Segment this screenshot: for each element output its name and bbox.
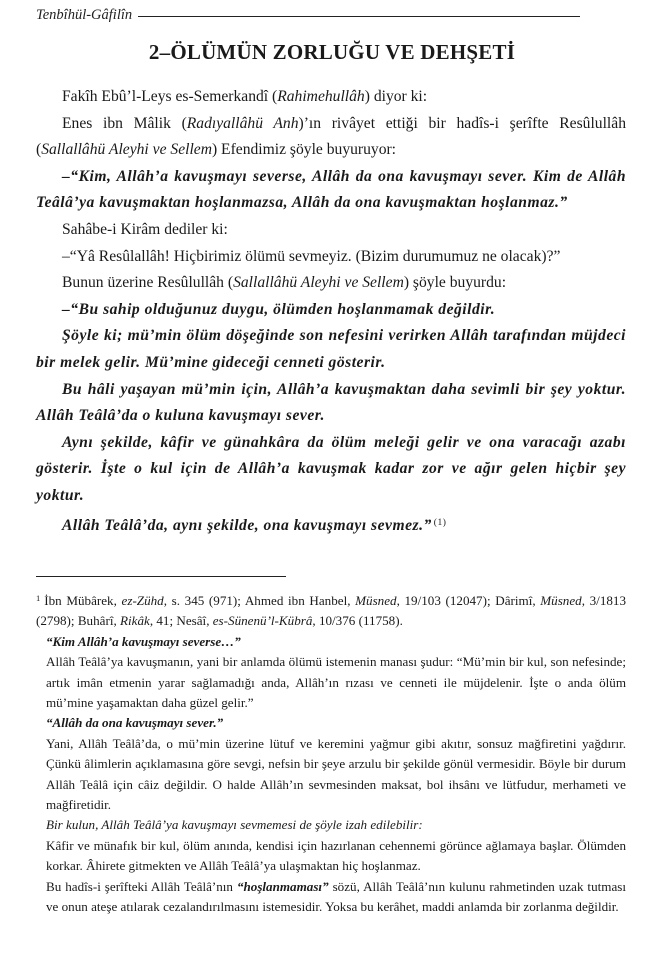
footnote-quote-1: “Kim Allâh’a kavuşmayı severse…” (46, 633, 241, 649)
footnote-sources: $^1$ İbn Mübârek, ez-Zühd, s. 345 (971); Ahmed ibn Hanbel, Müsned, 19/103 (12047); Dârimî, Müsned, 3/1813 (2798); Buhârî, Rikâk, 41; Nesâî, es-Sünenü’l-Kübrâ, 10/376 (11758). (36, 593, 627, 629)
hadith-text-1: –“Kim, Allâh’a kavuşmayı severse, Allâh da ona kavuşmayı sever. Kim de Allâh Teâlâ’ya kavuşmaktan hoşlanmazsa, Allâh da ona kavuşmaktan hoşlanmaz.” (36, 167, 626, 212)
footnote-quote-2: “Allâh da ona kavuşmayı sever.” (46, 715, 224, 731)
footnote-explanation-2: Yani, Allâh Teâlâ’da, o mü’min üzerine lütuf ve keremini yağmur gibi akıtır, sonsuz mağfiretini yağdırır. Çünkü âlimlerin açıklamasına göre sevgi, nefsin bir şeye arzulu bir şekilde gönül vermesidir. Böyle bir durum Allâh Teâlâ için câiz değildir. O halde Allâh’ın sevmesinden maksat, bol ihsânı ve lütfudur, merhameti ve mağfiretidir. (46, 735, 626, 813)
paragraph-reply-intro: Bunun üzerine Resûlullâh (Sallallâhü Aleyhi ve Sellem) şöyle buyurdu: (62, 274, 507, 292)
paragraph-question: –“Yâ Resûlallâh! Hiçbirimiz ölümü sevmeyiz. (Bizim durumumuz ne olacak)?” (62, 247, 561, 265)
hadith-text-4: Bu hâli yaşayan mü’min için, Allâh’a kavuşmaktan daha sevimli bir şey yoktur. Allâh Teâlâ’da o kuluna kavuşmayı sever. (36, 380, 626, 425)
footnote-reference[interactable]: (1) (433, 517, 447, 528)
footnote-number: 1 (36, 593, 41, 603)
footnote-explanation-1: Allâh Teâlâ’ya kavuşmanın, yani bir anlamda ölümü istemenin manası şudur: “Mü’min bir kul, son nefesinde; artık imân etmenin yarar sağlamadığı anda, Allâh’ın rızası ve cenneti ile müjdelenir. İşte o anda ölüm mü’mine yaşamaktan daha güzel gelir.” (46, 654, 626, 711)
running-header (36, 4, 580, 26)
hadith-text-6: Allâh Teâlâ’da, aynı şekilde, ona kavuşmayı sevmez.” $^{(1)}$ (62, 516, 447, 534)
footnotes (36, 588, 626, 918)
paragraph-companions: Sahâbe-i Kirâm dediler ki: (62, 220, 228, 238)
hadith-text-3: Şöyle ki; mü’min ölüm döşeğinde son nefesini verirken Allâh tarafından müjdeci bir melek gelir. Mü’mine gideceği cenneti gösterir. (36, 327, 626, 371)
footnote-separator (36, 576, 286, 577)
header-title: Tenbîhül-Gâfilîn (36, 6, 133, 23)
paragraph-narration: Enes ibn Mâlik (Radıyallâhü Anh)’ın rivâyet ettiği bir hadîs-i şerîfte Resûlullâh (Sallallâhü Aleyhi ve Sellem) Efendimiz şöyle buyuruyor: (36, 114, 626, 159)
footnote-explanation-3: Kâfir ve münafık bir kul, ölüm anında, kendisi için hazırlanan cehennemi görünce ağlamaya başlar. Ölümden korkar. Âhirete gitmekten ve Allâh Teâlâ’ya ulaşmaktan hiç hoşlanmaz. (46, 837, 626, 874)
section-title: 2–ÖLÜMÜN ZORLUĞU VE DEHŞETİ (148, 40, 516, 64)
main-text (36, 84, 626, 539)
paragraph-intro: Fakîh Ebû’l-Leys es-Semerkandî (Rahimehullâh) diyor ki: (62, 88, 428, 105)
footnote-quote-3: Bir kulun, Allâh Teâlâ’ya kavuşmayı sevmemesi de şöyle izah edilebilir: (46, 817, 423, 833)
footnote-explanation-4: Bu hadîs-i şerîfteki Allâh Teâlâ’nın “hoşlanmaması” sözü, Allâh Teâlâ’nın kulunu rahmetinden uzak tutması ve onun ateşe atılarak cezalandırılmasını istemesidir. Yoksa bu kerâhet, maddi anlamda bir zorlanma değildir. (46, 878, 626, 915)
header-rule (138, 16, 580, 17)
hadith-text-2: –“Bu sahip olduğunuz duygu, ölümden hoşlanmamak değildir. (62, 300, 496, 318)
hadith-text-5: Aynı şekilde, kâfir ve günahkâra da ölüm meleği gelir ve ona varacağı azabı gösterir. İşte o kul için de Allâh’a kavuşmak kadar zor ve ağır gelen hiçbir şey yoktur. (36, 433, 626, 504)
